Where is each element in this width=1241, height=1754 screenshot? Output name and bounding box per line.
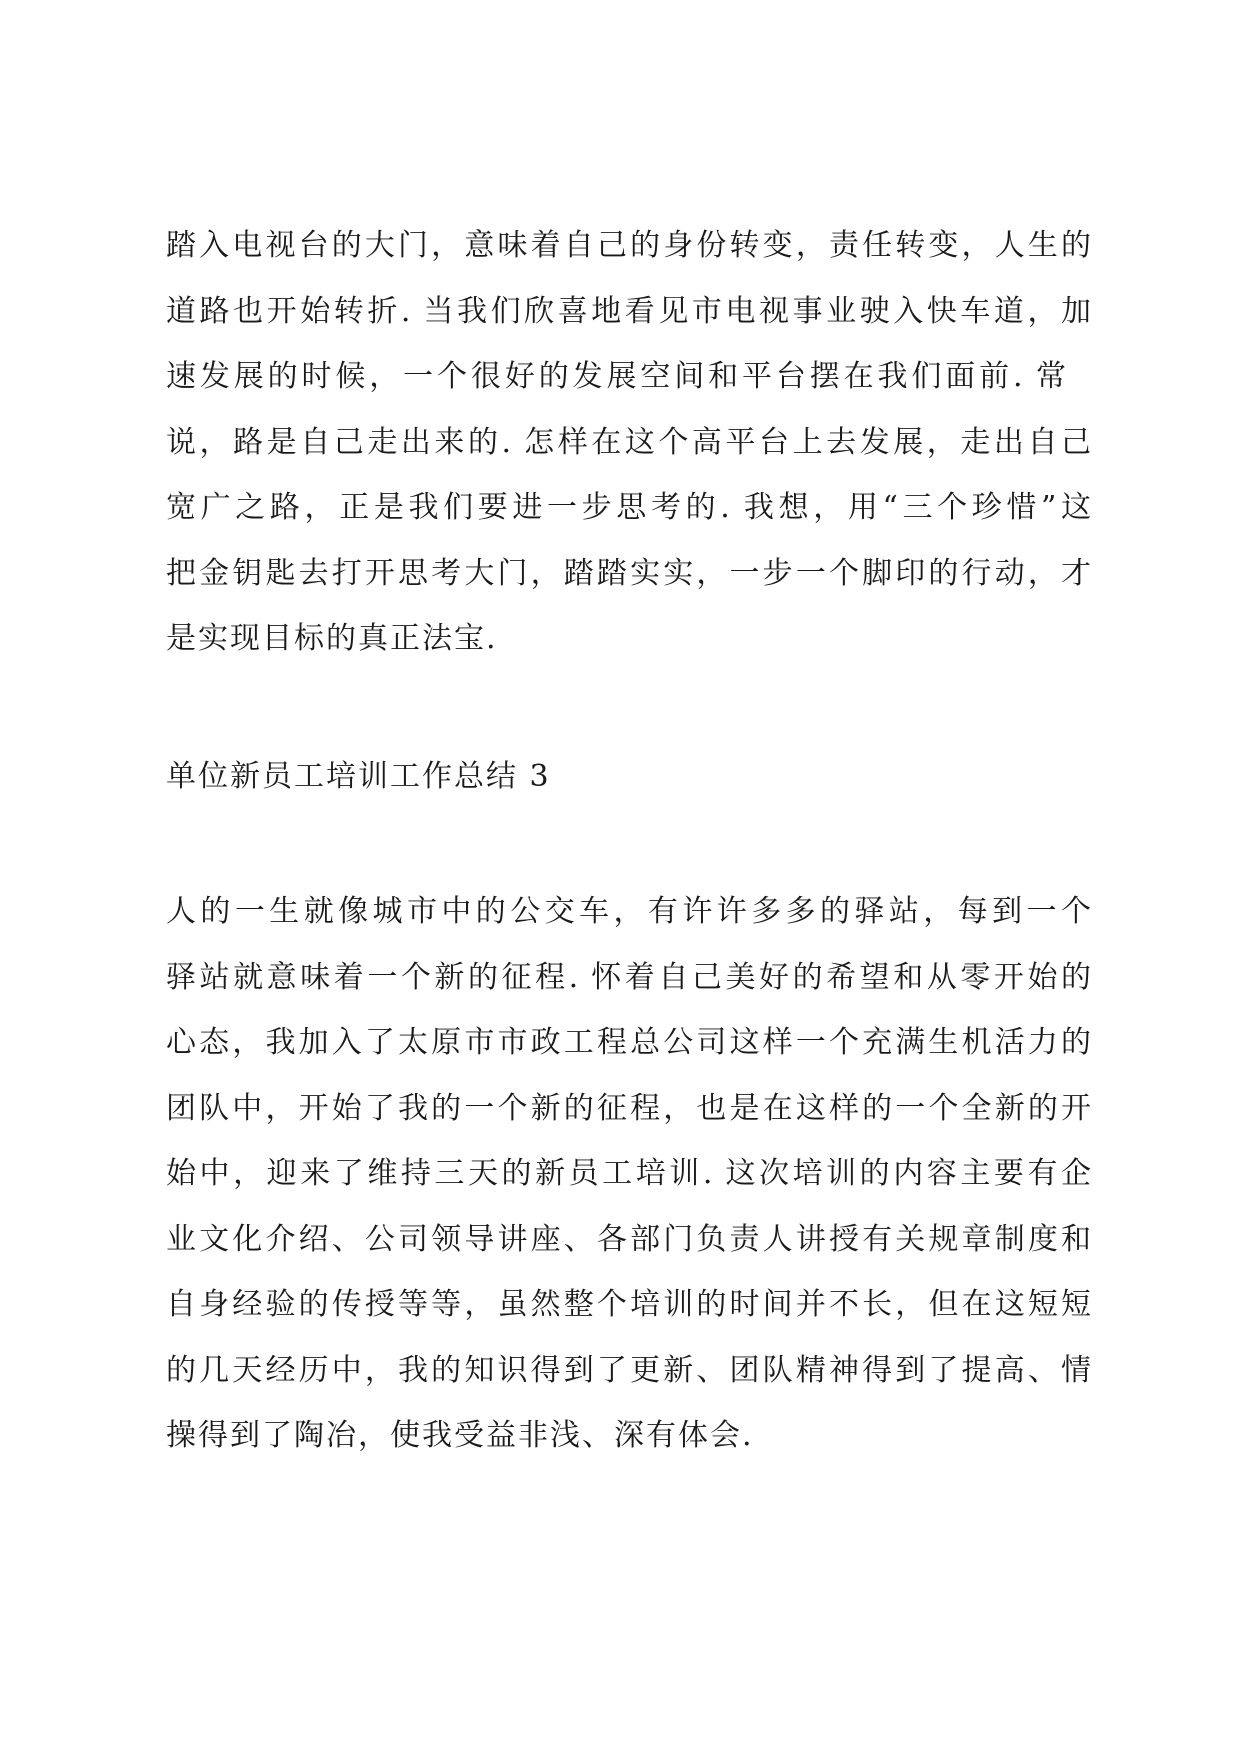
paragraph-line: 是实现目标的真正法宝. xyxy=(166,621,498,656)
paragraph-line: 踏入电视台的大门，意味着自己的身份转变，责任转变，人生的 xyxy=(166,228,1091,263)
paragraph-line: 自身经验的传授等等，虽然整个培训的时间并不长，但在这短短 xyxy=(166,1287,1091,1322)
paragraph-line: 道路也开始转折. 当我们欣喜地看见市电视事业驶入快车道，加 xyxy=(166,294,1091,329)
paragraph-line: 人的一生就像城市中的公交车，有许许多多的驿站，每到一个 xyxy=(166,894,1091,929)
paragraph-line: 的几天经历中，我的知识得到了更新、团队精神得到了提高、情 xyxy=(166,1353,1091,1388)
paragraph-line: 把金钥匙去打开思考大门，踏踏实实，一步一个脚印的行动，才 xyxy=(166,556,1091,591)
paragraph-line: 操得到了陶冶，使我受益非浅、深有体会. xyxy=(166,1418,754,1453)
paragraph-line: 宽广之路，正是我们要进一步思考的. 我想，用“三个珍惜”这 xyxy=(166,490,1091,525)
paragraph-line: 心态，我加入了太原市市政工程总公司这样一个充满生机活力的 xyxy=(166,1025,1091,1060)
paragraph-line: 始中，迎来了维持三天的新员工培训. 这次培训的内容主要有企 xyxy=(166,1156,1091,1191)
section-title: 单位新员工培训工作总结 3 xyxy=(166,759,551,794)
paragraph-line: 团队中，开始了我的一个新的征程，也是在这样的一个全新的开 xyxy=(166,1091,1091,1126)
paragraph-line: 驿站就意味着一个新的征程. 怀着自己美好的希望和从零开始的 xyxy=(166,960,1091,995)
paragraph-line: 说，路是自己走出来的. 怎样在这个高平台上去发展，走出自己 xyxy=(166,425,1091,460)
paragraph-line: 速发展的时候，一个很好的发展空间和平台摆在我们面前. 常 xyxy=(166,359,1066,394)
paragraph-line: 业文化介绍、公司领导讲座、各部门负责人讲授有关规章制度和 xyxy=(166,1222,1091,1257)
